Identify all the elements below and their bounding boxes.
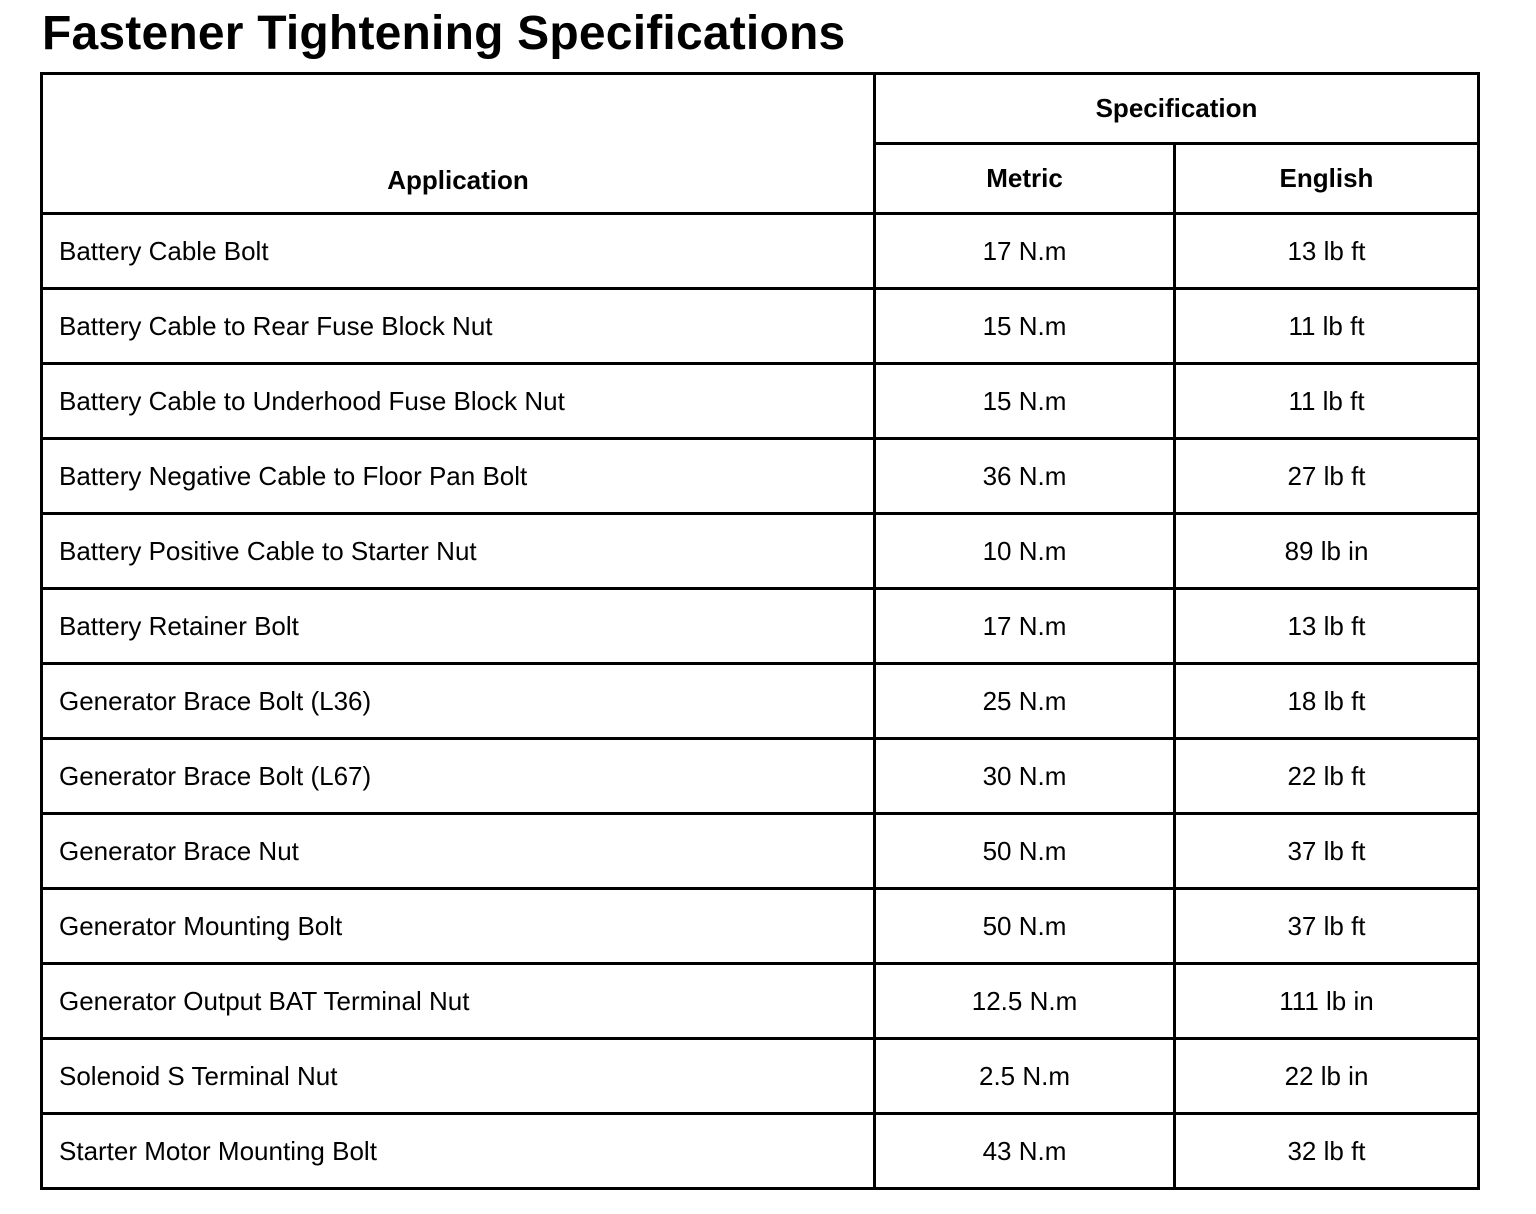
english-cell: 37 lb ft [1175,814,1479,889]
english-cell: 18 lb ft [1175,664,1479,739]
application-cell: Generator Brace Bolt (L36) [42,664,875,739]
application-cell: Battery Retainer Bolt [42,589,875,664]
english-cell: 11 lb ft [1175,289,1479,364]
english-cell: 13 lb ft [1175,589,1479,664]
table-row [42,289,1479,364]
metric-cell: 15 N.m [875,289,1175,364]
application-cell: Generator Mounting Bolt [42,889,875,964]
english-cell: 89 lb in [1175,514,1479,589]
table-row [42,739,1479,814]
english-cell: 32 lb ft [1175,1114,1479,1189]
metric-cell: 17 N.m [875,589,1175,664]
english-cell: 27 lb ft [1175,439,1479,514]
metric-cell: 43 N.m [875,1114,1175,1189]
english-cell: 11 lb ft [1175,364,1479,439]
application-cell: Battery Cable to Underhood Fuse Block Nut [42,364,875,439]
table-body [42,214,1479,1189]
page-title: Fastener Tightening Specifications [42,7,846,60]
metric-cell: 2.5 N.m [875,1039,1175,1114]
metric-cell: 25 N.m [875,664,1175,739]
table-row [42,1114,1479,1189]
metric-cell: 50 N.m [875,889,1175,964]
english-cell: 22 lb in [1175,1039,1479,1114]
application-cell: Generator Output BAT Terminal Nut [42,964,875,1039]
metric-cell: 50 N.m [875,814,1175,889]
metric-cell: 12.5 N.m [875,964,1175,1039]
application-cell: Generator Brace Nut [42,814,875,889]
metric-cell: 10 N.m [875,514,1175,589]
table-row [42,514,1479,589]
english-cell: 37 lb ft [1175,889,1479,964]
application-cell: Battery Positive Cable to Starter Nut [42,514,875,589]
metric-cell: 36 N.m [875,439,1175,514]
fastener-spec-table [40,72,1480,1190]
table-row [42,364,1479,439]
header-row-top [42,74,1479,144]
application-cell: Battery Negative Cable to Floor Pan Bolt [42,439,875,514]
metric-cell: 15 N.m [875,364,1175,439]
english-cell: 111 lb in [1175,964,1479,1039]
application-cell: Generator Brace Bolt (L67) [42,739,875,814]
table-header [42,74,1479,214]
table-row [42,889,1479,964]
english-cell: 13 lb ft [1175,214,1479,289]
table-row [42,439,1479,514]
table-row [42,1039,1479,1114]
english-column-header: English [1175,144,1479,214]
application-cell: Battery Cable Bolt [42,214,875,289]
table-row [42,214,1479,289]
table-row [42,964,1479,1039]
metric-column-header: Metric [875,144,1175,214]
table-row [42,589,1479,664]
table-row [42,664,1479,739]
application-cell: Battery Cable to Rear Fuse Block Nut [42,289,875,364]
application-cell: Starter Motor Mounting Bolt [42,1114,875,1189]
table-row [42,814,1479,889]
application-column-header: Application [42,74,875,214]
english-cell: 22 lb ft [1175,739,1479,814]
metric-cell: 17 N.m [875,214,1175,289]
metric-cell: 30 N.m [875,739,1175,814]
application-cell: Solenoid S Terminal Nut [42,1039,875,1114]
specification-group-header: Specification [875,74,1479,144]
